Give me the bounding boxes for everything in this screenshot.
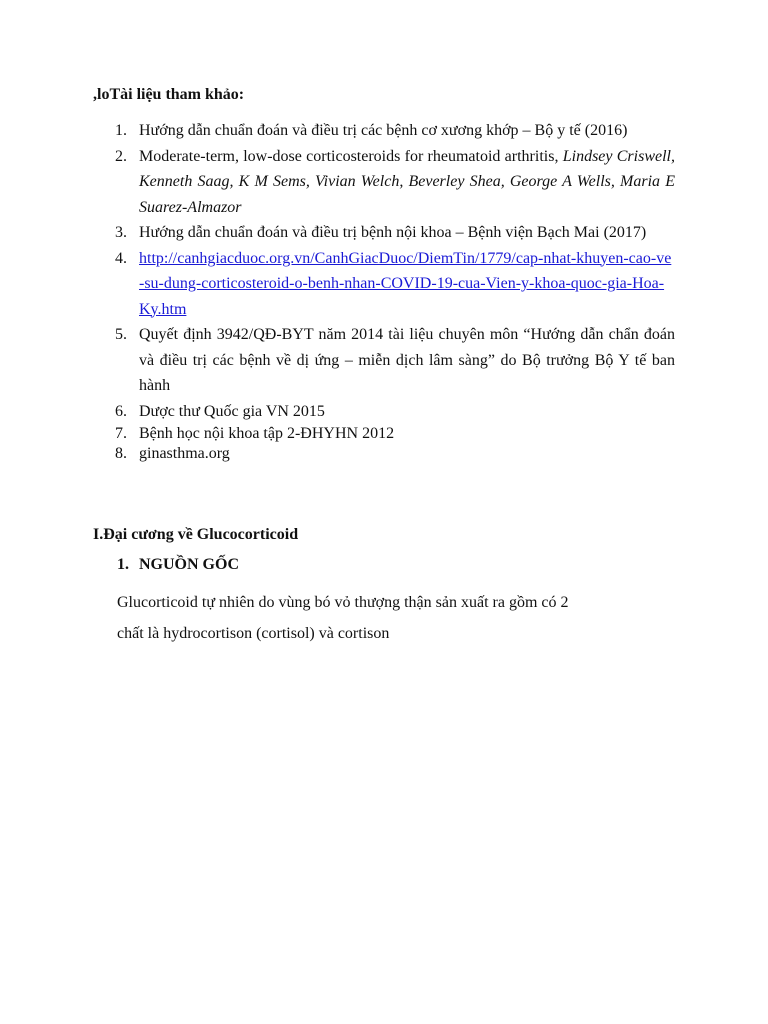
reference-number: 6.: [115, 402, 127, 420]
subsection-number: 1.: [117, 556, 129, 573]
reference-item-7: [115, 424, 675, 444]
references-list: [115, 118, 675, 464]
reference-text: Dược thư Quốc gia VN 2015: [139, 402, 325, 420]
reference-title: Moderate-term, low-dose corticosteroids for rheumatoid arthritis,: [139, 147, 563, 165]
reference-item-3: [115, 220, 675, 246]
reference-item-8: [115, 444, 675, 464]
paragraph-line-1: Glucorticoid tự nhiên do vùng bó vỏ thượng thận sản xuất ra gồm có 2: [117, 594, 569, 611]
reference-number: 2.: [115, 147, 127, 165]
reference-text: [139, 144, 675, 221]
reference-number: 7.: [115, 425, 127, 442]
reference-number: 8.: [115, 445, 127, 462]
section-heading: I.Đại cương về Glucocorticoid: [93, 526, 299, 543]
body-paragraph: [117, 587, 662, 649]
reference-text: ginasthma.org: [139, 445, 230, 462]
paragraph-line-2: chất là hydrocortison (cortisol) và cortison: [117, 625, 390, 642]
reference-link[interactable]: http://canhgiacduoc.org.vn/CanhGiacDuoc/DiemTin/1779/cap-nhat-khuyen-cao-ve-su-dung-corticosteroid-o-benh-nhan-COVID-19-cua-Vien-y-khoa-quoc-gia-Hoa-Ky.htm: [139, 249, 672, 318]
reference-item-2: [115, 144, 675, 221]
reference-number: 5.: [115, 326, 127, 343]
reference-number: 3.: [115, 224, 127, 241]
reference-authors: Lindsey Criswell, Kenneth Saag, K M Sems, Vivian Welch, Beverley Shea, George A Wells, Maria E Suarez-Almazor: [139, 147, 675, 216]
subsection-title: NGUỒN GỐC: [139, 556, 239, 573]
reference-item-5: [115, 322, 675, 399]
reference-number: 1.: [115, 122, 127, 139]
reference-number: 4.: [115, 249, 127, 267]
reference-text: Hướng dẫn chuẩn đoán và điều trị bệnh nội khoa – Bệnh viện Bạch Mai (2017): [139, 224, 647, 241]
references-heading: ,loTài liệu tham khảo:: [93, 86, 245, 103]
reference-item-4: [115, 246, 675, 323]
subsection-heading: [117, 556, 239, 574]
reference-text: Bệnh học nội khoa tập 2-ĐHYHN 2012: [139, 425, 395, 442]
reference-text: Hướng dẫn chuẩn đoán và điều trị các bệnh cơ xương khớp – Bộ y tế (2016): [139, 122, 628, 139]
reference-item-6: [115, 399, 675, 425]
reference-text: Quyết định 3942/QĐ-BYT năm 2014 tài liệu chuyên môn “Hướng dẫn chẩn đoán và điều trị các bệnh về dị ứng – miễn dịch lâm sàng” do Bộ trưởng Bộ Y tế ban hành: [139, 326, 675, 394]
reference-item-1: [115, 118, 675, 144]
